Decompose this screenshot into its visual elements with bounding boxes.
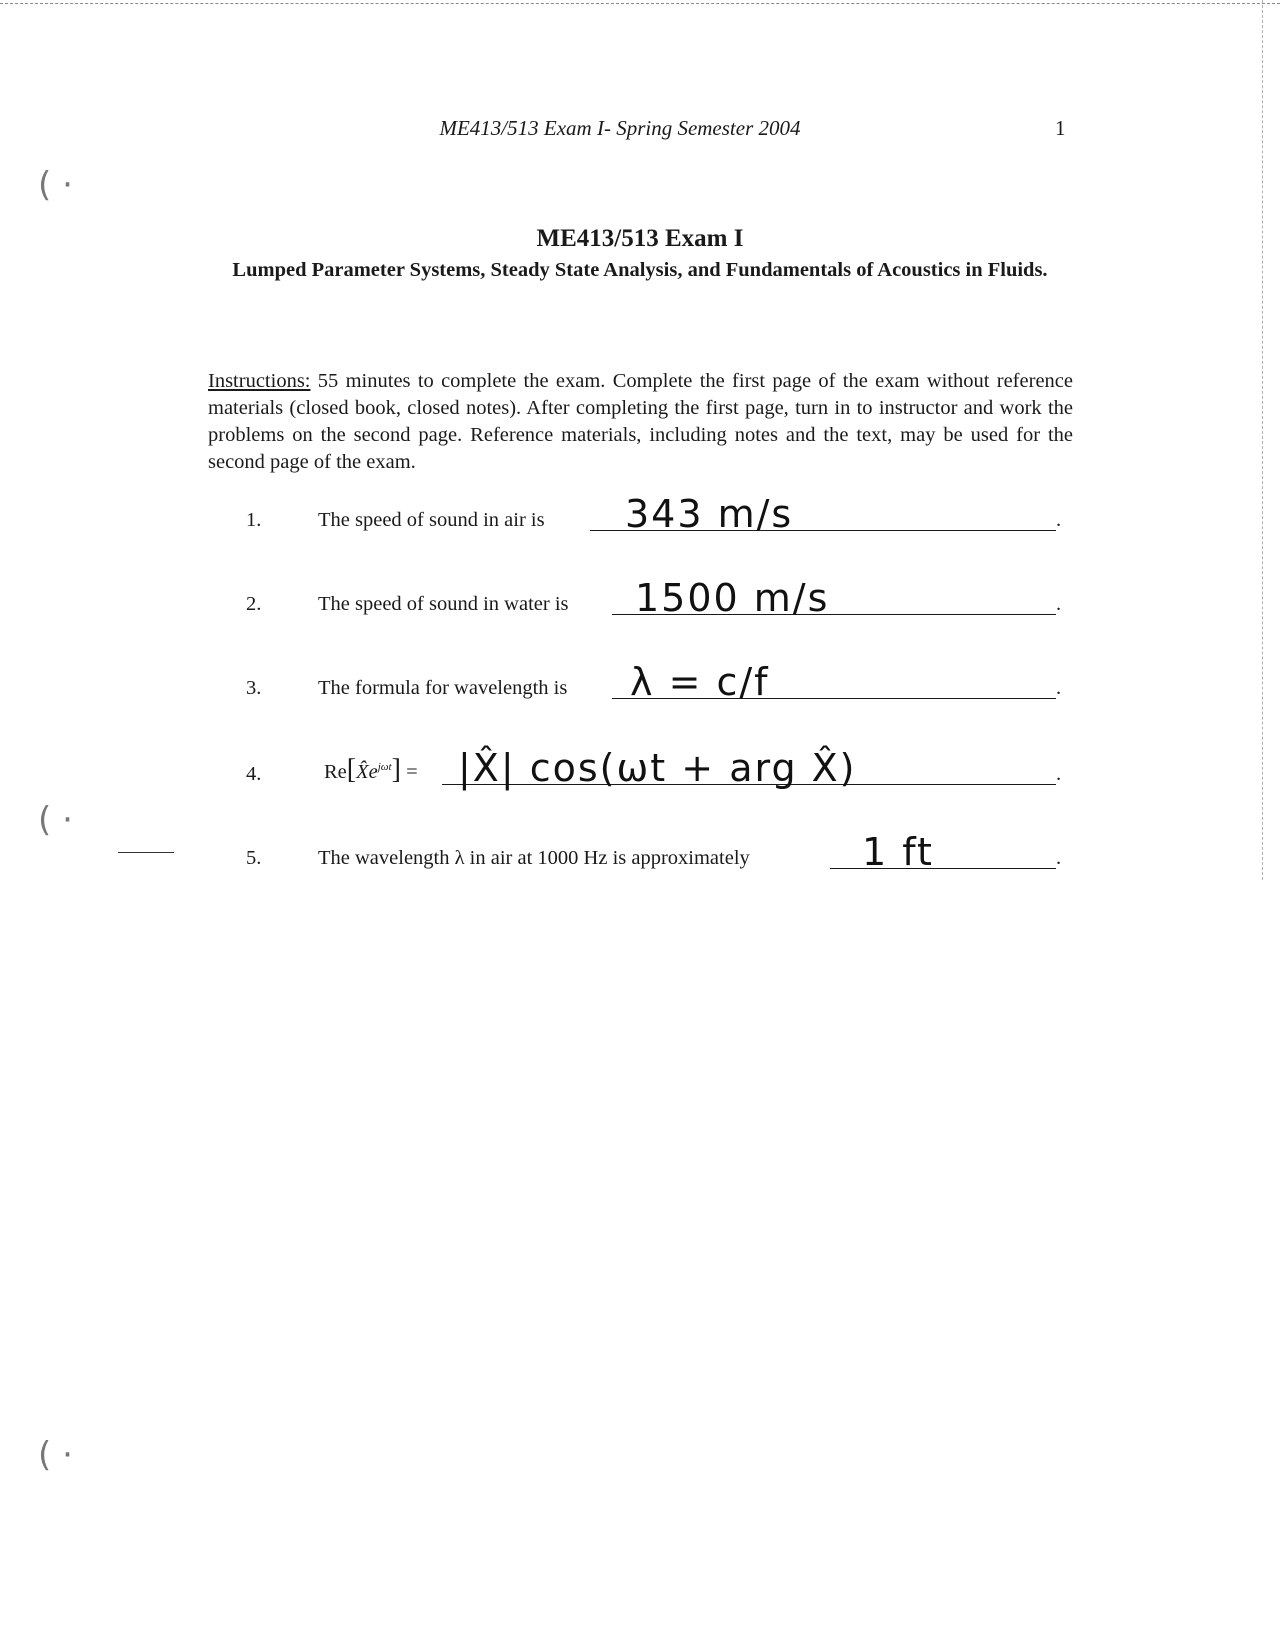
instructions-label: Instructions: xyxy=(208,370,311,392)
left-bracket: [ xyxy=(346,754,357,785)
x-hat-symbol: X̂e xyxy=(356,761,378,783)
exam-title: ME413/513 Exam I xyxy=(536,225,744,252)
question-prompt: The formula for wavelength is xyxy=(318,677,568,699)
handwritten-answer: 1500 m/s xyxy=(635,576,830,620)
handwritten-answer: |X̂| cos(ωt + arg X̂) xyxy=(458,746,857,790)
instructions-text: 55 minutes to complete the exam. Complete the first page of the exam without reference materials (closed book, closed notes). After completing the first page, turn in to instructor and work the problems on the second page. Reference materials, including notes and the text, may be used for the second page of the exam. xyxy=(208,370,1073,473)
question-number: 2. xyxy=(246,593,262,615)
exponent: jωt xyxy=(377,761,392,774)
binder-hole-mark-bottom: ( · xyxy=(38,1435,73,1475)
handwritten-answer: 343 m/s xyxy=(625,492,794,536)
question-period: . xyxy=(1056,509,1062,531)
question-period: . xyxy=(1056,593,1062,615)
binder-hole-mark-top: ( · xyxy=(38,165,73,205)
exam-subtitle: Lumped Parameter Systems, Steady State Analysis, and Fundamentals of Acoustics in Fluids. xyxy=(232,259,1048,281)
question-number: 4. xyxy=(246,763,262,785)
question-number: 1. xyxy=(246,509,262,531)
question-period: . xyxy=(1056,763,1062,785)
re-expression xyxy=(324,754,418,786)
question-1 xyxy=(0,488,1280,538)
equals-sign: = xyxy=(406,761,418,783)
question-prompt: The wavelength λ in air at 1000 Hz is approximately xyxy=(318,847,750,869)
running-header-title: ME413/513 Exam I- Spring Semester 2004 xyxy=(439,116,801,140)
right-bracket: ] xyxy=(391,754,401,785)
question-period: . xyxy=(1056,677,1062,699)
question-2 xyxy=(0,572,1280,622)
question-number: 5. xyxy=(246,847,262,869)
question-3 xyxy=(0,656,1280,706)
question-period: . xyxy=(1056,847,1062,869)
binder-hole-mark-middle: ( · xyxy=(38,800,73,840)
question-prompt: The speed of sound in air is xyxy=(318,509,545,531)
scan-edge-top xyxy=(0,3,1280,4)
question-5 xyxy=(0,826,1280,876)
instructions-paragraph xyxy=(208,368,1073,476)
handwritten-answer: 1 ft xyxy=(862,830,934,874)
question-prompt: The speed of sound in water is xyxy=(318,593,569,615)
handwritten-answer: λ = c/f xyxy=(630,660,770,704)
page-number: 1 xyxy=(1055,116,1066,140)
question-number: 3. xyxy=(246,677,262,699)
re-operator: Re xyxy=(324,761,347,783)
question-4 xyxy=(0,742,1280,792)
